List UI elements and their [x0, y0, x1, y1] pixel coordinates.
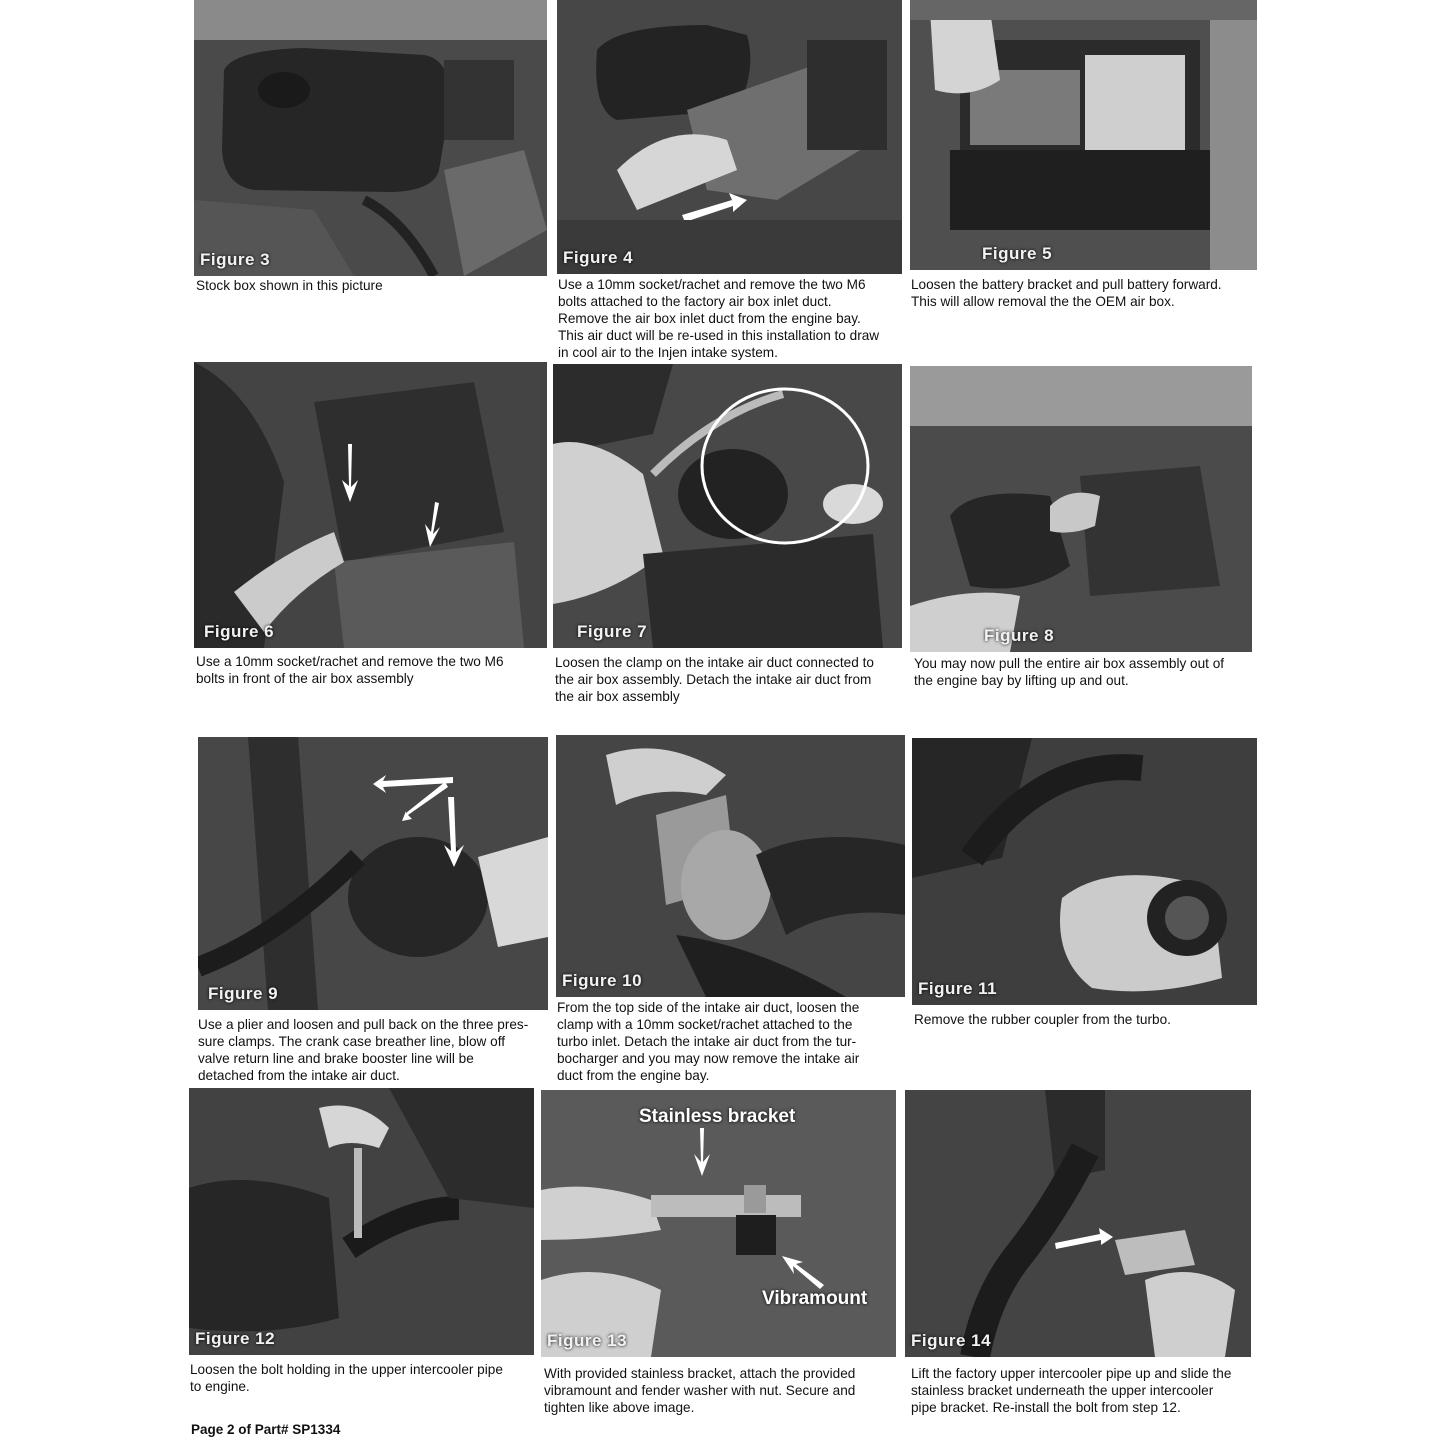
figure-10-caption: From the top side of the intake air duct, loosen the clamp with a 10mm socket/rachet attached to the turbo inlet. Detach the intake air duct from the tur- bocharger and you may now remove the intake air duct from the engine bay. — [557, 1000, 860, 1083]
figure-6-photo — [194, 362, 547, 648]
figure-label: Figure 12 — [195, 1329, 276, 1348]
figure-11-caption: Remove the rubber coupler from the turbo. — [914, 1012, 1171, 1027]
figure-label: Figure 3 — [200, 250, 271, 269]
figure-11-photo — [912, 738, 1257, 1005]
pressure-clamps-photo — [198, 737, 548, 1010]
figure-label: Figure 6 — [204, 622, 275, 641]
intake-duct-photo — [556, 735, 905, 997]
figure-label: Figure 10 — [562, 971, 643, 990]
figure-8-caption: You may now pull the entire air box assembly out of the engine bay by lifting up and out. — [914, 656, 1225, 688]
intercooler-bolt-photo — [189, 1088, 534, 1355]
rubber-coupler-photo — [912, 738, 1257, 1005]
figure-14-caption: Lift the factory upper intercooler pipe up and slide the stainless bracket underneath the upper intercooler pipe bracket. Re-install the bolt from step 12. — [911, 1366, 1232, 1415]
figure-3-photo — [194, 0, 547, 276]
bracket-install-photo — [905, 1090, 1251, 1357]
figure-7-photo — [553, 364, 902, 648]
duct-removal-photo — [557, 0, 902, 274]
figure-label: Figure 14 — [911, 1331, 992, 1350]
figure-label: Figure 11 — [918, 979, 998, 998]
air-box-lift-photo — [910, 366, 1252, 652]
engine-bay-photo — [194, 0, 547, 276]
figure-4-caption: Use a 10mm socket/rachet and remove the two M6 bolts attached to the factory air box inlet duct. Remove the air box inlet duct from the engine bay. This air duct will be re-used in this installation to draw in cool air to the Injen intake system. — [558, 277, 880, 360]
figure-13-photo — [541, 1090, 896, 1357]
figure-12-caption: Loosen the bolt holding in the upper intercooler pipe to engine. — [190, 1362, 503, 1394]
figure-7-caption: Loosen the clamp on the intake air duct connected to the air box assembly. Detach the intake air duct from the air box assembly — [555, 655, 874, 704]
figure-10-photo — [556, 735, 905, 997]
stainless-bracket-callout: Stainless bracket — [639, 1106, 796, 1127]
figure-5-caption: Loosen the battery bracket and pull battery forward. This will allow removal the the OEM air box. — [911, 277, 1222, 309]
figure-5-photo — [910, 0, 1257, 270]
figure-12-photo — [189, 1088, 534, 1355]
figure-6-caption: Use a 10mm socket/rachet and remove the two M6 bolts in front of the air box assembly — [196, 654, 504, 686]
figure-label: Figure 5 — [982, 244, 1053, 263]
figure-label: Figure 9 — [208, 984, 279, 1003]
figure-3-caption: Stock box shown in this picture — [196, 278, 383, 293]
air-box-bolts-photo — [194, 362, 547, 648]
figure-label: Figure 13 — [547, 1331, 628, 1350]
figure-14-photo — [905, 1090, 1251, 1357]
figure-8-photo — [910, 366, 1252, 652]
figure-9-caption: Use a plier and loosen and pull back on the three pres- sure clamps. The crank case breather line, blow off valve return line and brake booster line will be detached from the intake air duct. — [198, 1017, 529, 1083]
vibramount-callout: Vibramount — [762, 1288, 868, 1309]
figure-4-photo — [557, 0, 902, 274]
battery-photo — [910, 0, 1257, 270]
figure-9-photo — [198, 737, 548, 1010]
figure-label: Figure 7 — [577, 622, 648, 641]
figure-label: Figure 4 — [563, 248, 634, 267]
figure-13-caption: With provided stainless bracket, attach the provided vibramount and fender washer with nut. Secure and tighten like above image. — [544, 1366, 856, 1415]
figure-label: Figure 8 — [984, 626, 1055, 645]
bracket-photo — [541, 1090, 896, 1357]
page-footer: Page 2 of Part# SP1334 — [191, 1422, 341, 1437]
clamp-photo — [553, 364, 902, 648]
